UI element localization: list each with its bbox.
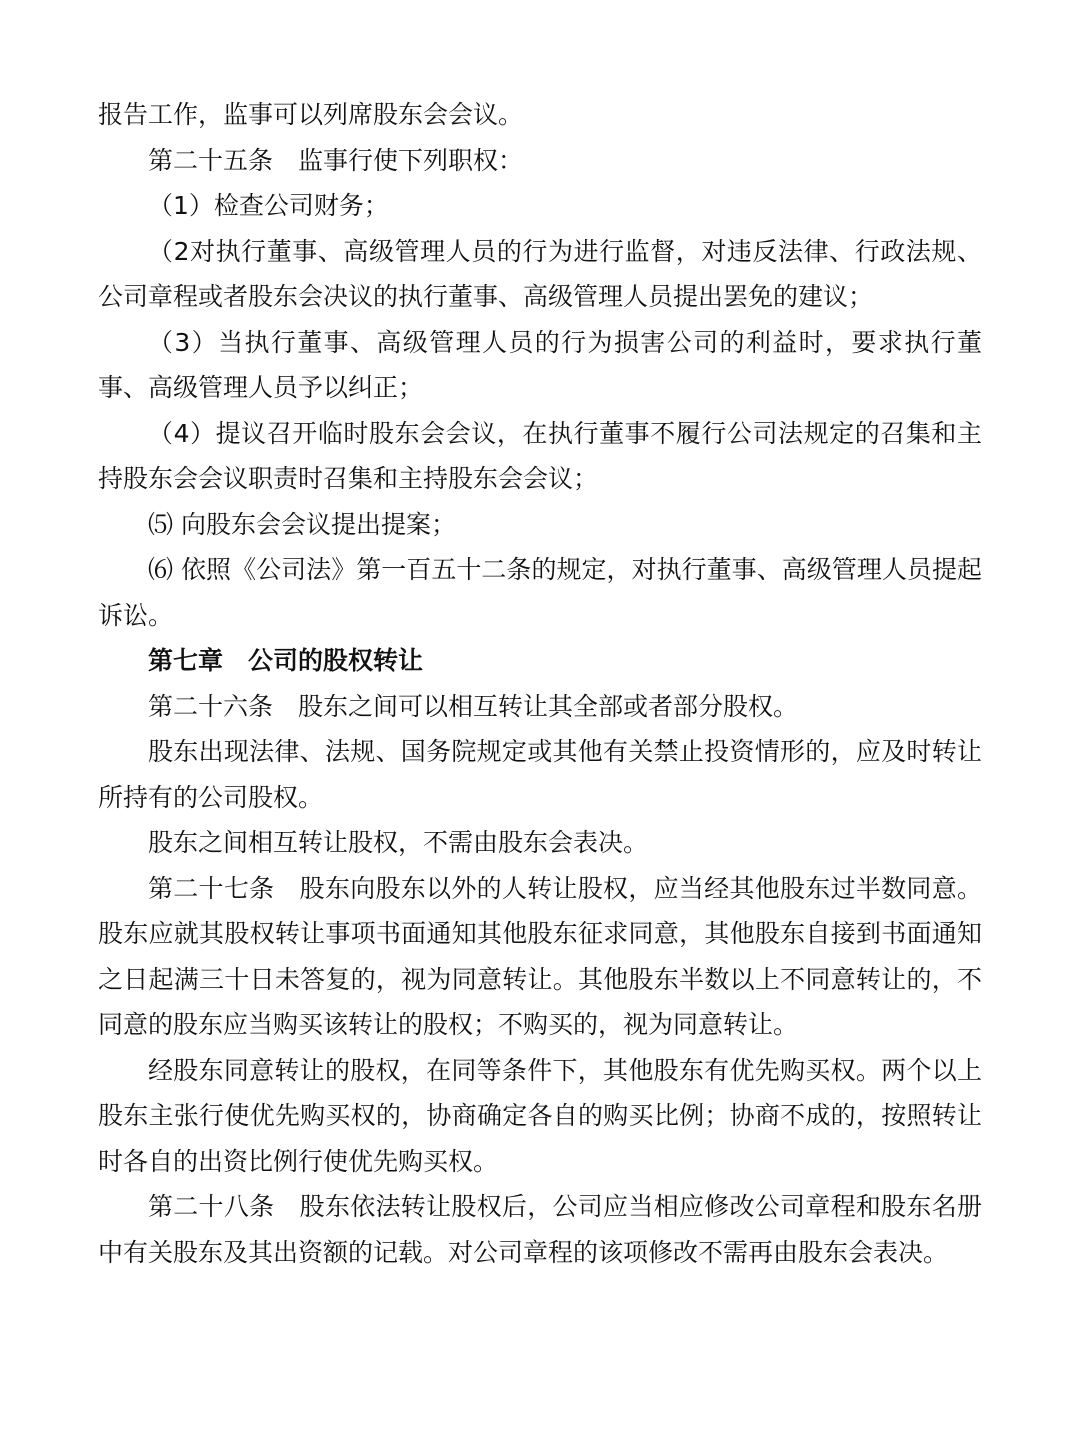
article-25-item-6: ⑹ 依照《公司法》第一百五十二条的规定，对执行董事、高级管理人员提起诉讼。	[98, 555, 982, 630]
chapter-7-title: 第七章 公司的股权转让	[148, 646, 424, 675]
paragraph-continuation: 报告工作，监事可以列席股东会会议。	[98, 100, 524, 129]
article-25-heading: 第二十五条 监事行使下列职权：	[148, 145, 524, 175]
article-25-item-2: （2对执行董事、高级管理人员的行为进行监督，对违反法律、行政法规、公司章程或者股东会决议的执行董事、高级管理人员提出罢免的建议；	[98, 236, 982, 311]
article-26-para-3: 股东之间相互转让股权，不需由股东会表决。	[148, 828, 649, 857]
article-25-item-4: （4）提议召开临时股东会会议，在执行董事不履行公司法规定的召集和主持股东会会议职责时召集和主持股东会会议；	[98, 418, 982, 493]
article-25-item-3: （3）当执行董事、高级管理人员的行为损害公司的利益时，要求执行董事、高级管理人员予以纠正；	[98, 327, 982, 402]
article-25-item-5: ⑸ 向股东会会议提出提案；	[148, 509, 456, 539]
article-27-para-2: 经股东同意转让的股权，在同等条件下，其他股东有优先购买权。两个以上股东主张行使优先购买权的，协商确定各自的购买比例；协商不成的，按照转让时各自的出资比例行使优先购买权。	[98, 1055, 982, 1176]
article-26: 第二十六条 股东之间可以相互转让其全部或者部分股权。	[148, 691, 799, 721]
article-25-item-1: （1）检查公司财务；	[148, 191, 389, 220]
article-27: 第二十七条 股东向股东以外的人转让股权，应当经其他股东过半数同意。股东应就其股权转让事项书面通知其他股东征求同意，其他股东自接到书面通知之日起满三十日未答复的，视为同意转让。其他股东半数以上不同意转让的，不同意的股东应当购买该转让的股权；不购买的，视为同意转让。	[98, 873, 982, 1039]
document-page	[98, 92, 982, 1275]
article-28: 第二十八条 股东依法转让股权后，公司应当相应修改公司章程和股东名册中有关股东及其出资额的记载。对公司章程的该项修改不需再由股东会表决。	[98, 1192, 982, 1267]
article-26-para-2: 股东出现法律、法规、国务院规定或其他有关禁止投资情形的，应及时转让所持有的公司股权。	[98, 737, 982, 812]
